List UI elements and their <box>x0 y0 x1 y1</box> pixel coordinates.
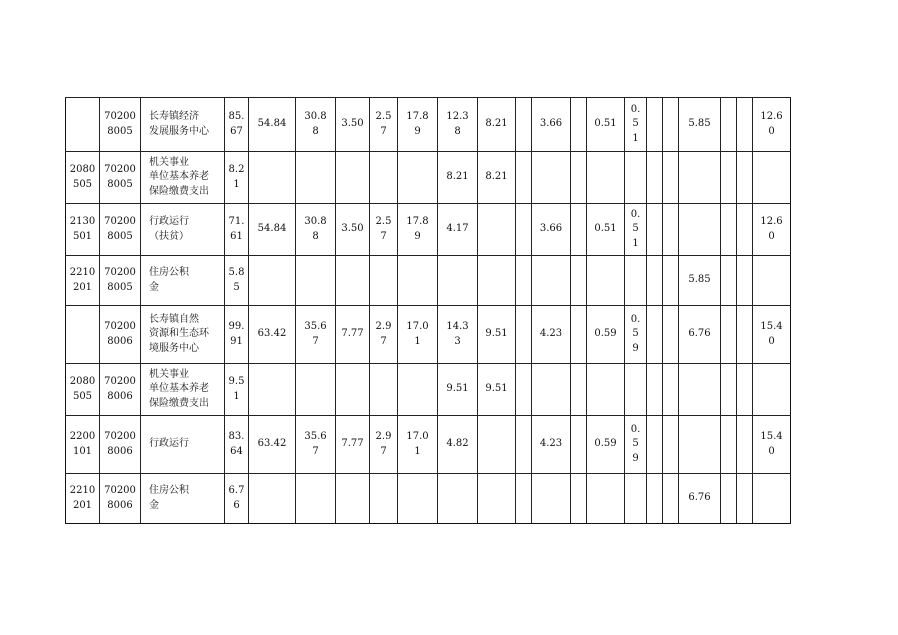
amount-cell <box>587 256 625 306</box>
amount-cell <box>753 416 791 474</box>
amount-cell <box>753 364 791 416</box>
cell-text: 4.17 <box>446 223 469 235</box>
amount-cell <box>625 204 647 256</box>
amount-cell <box>679 98 721 152</box>
amount-cell <box>571 416 587 474</box>
item-name-cell <box>141 256 225 306</box>
amount-cell <box>478 364 516 416</box>
unit-code-cell <box>100 152 141 204</box>
amount-cell <box>370 256 398 306</box>
cell-text: 4.82 <box>446 438 469 450</box>
amount-cell <box>663 416 679 474</box>
cell-text: 30.8 8 <box>304 111 327 137</box>
amount-cell <box>225 474 249 524</box>
amount-cell <box>249 474 296 524</box>
unit-code-cell <box>100 364 141 416</box>
cell-text: 长寿镇经济 发展服务中心 <box>149 111 209 137</box>
cell-text: 9.51 <box>446 383 469 395</box>
amount-cell <box>225 204 249 256</box>
cell-text: 行政运行 <box>149 438 189 450</box>
subject-code-cell <box>66 306 100 364</box>
item-name-cell <box>141 306 225 364</box>
cell-text: 2210 201 <box>69 485 96 511</box>
amount-cell <box>225 152 249 204</box>
cell-text: 17.0 1 <box>406 431 429 457</box>
subject-code-cell <box>66 152 100 204</box>
cell-text: 7.77 <box>341 438 364 450</box>
cell-text: 70200 8006 <box>104 321 136 347</box>
amount-cell <box>753 256 791 306</box>
amount-cell <box>663 152 679 204</box>
cell-text: 70200 8006 <box>104 376 136 402</box>
amount-cell <box>438 416 478 474</box>
subject-code-cell <box>66 474 100 524</box>
unit-code-cell <box>100 416 141 474</box>
cell-text: 2.57 <box>375 111 392 137</box>
amount-cell <box>296 98 336 152</box>
amount-cell <box>249 204 296 256</box>
amount-cell <box>737 152 753 204</box>
amount-cell <box>478 474 516 524</box>
subject-code-cell <box>66 98 100 152</box>
amount-cell <box>296 306 336 364</box>
amount-cell <box>625 364 647 416</box>
unit-code-cell <box>100 306 141 364</box>
cell-text: 2130 501 <box>69 216 96 242</box>
amount-cell <box>336 256 370 306</box>
cell-text: 54.84 <box>257 118 287 130</box>
unit-code-cell <box>100 474 141 524</box>
cell-text: 70200 8005 <box>104 164 136 190</box>
cell-text: 行政运行 （扶贫） <box>149 216 189 242</box>
cell-text: 0.5 9 <box>630 423 641 464</box>
cell-text: 8.21 <box>485 171 508 183</box>
amount-cell <box>753 474 791 524</box>
amount-cell <box>249 98 296 152</box>
cell-text: 70200 8005 <box>104 216 136 242</box>
amount-cell <box>587 306 625 364</box>
cell-text: 3.66 <box>539 223 563 235</box>
cell-text: 6.76 <box>688 328 711 340</box>
amount-cell <box>296 364 336 416</box>
amount-cell <box>753 98 791 152</box>
cell-text: 12.6 0 <box>760 216 783 242</box>
item-name-cell <box>141 416 225 474</box>
cell-text: 长寿镇自然 资源和生态环 境服务中心 <box>149 313 209 354</box>
amount-cell <box>249 152 296 204</box>
cell-text: 63.42 <box>257 438 287 450</box>
amount-cell <box>737 416 753 474</box>
amount-cell <box>478 256 516 306</box>
amount-cell <box>679 306 721 364</box>
amount-cell <box>370 204 398 256</box>
amount-cell <box>225 256 249 306</box>
amount-cell <box>336 416 370 474</box>
cell-text: 35.6 7 <box>304 321 327 347</box>
amount-cell <box>516 98 532 152</box>
amount-cell <box>737 474 753 524</box>
cell-text: 0.59 <box>594 438 617 450</box>
table-row <box>66 474 791 524</box>
amount-cell <box>532 364 571 416</box>
amount-cell <box>571 306 587 364</box>
amount-cell <box>587 474 625 524</box>
cell-text: 30.8 8 <box>304 216 327 242</box>
cell-text: 3.50 <box>341 223 364 235</box>
cell-text: 99. 91 <box>228 321 245 347</box>
item-name-cell <box>141 474 225 524</box>
amount-cell <box>663 306 679 364</box>
amount-cell <box>721 204 737 256</box>
amount-cell <box>571 256 587 306</box>
amount-cell <box>625 98 647 152</box>
cell-text: 0.51 <box>594 118 617 130</box>
table-row <box>66 152 791 204</box>
amount-cell <box>438 204 478 256</box>
amount-cell <box>679 204 721 256</box>
amount-cell <box>438 98 478 152</box>
amount-cell <box>478 152 516 204</box>
amount-cell <box>398 152 438 204</box>
cell-text: 5.8 5 <box>228 267 245 293</box>
cell-text: 9.51 <box>485 383 508 395</box>
amount-cell <box>516 474 532 524</box>
table-row <box>66 416 791 474</box>
amount-cell <box>516 256 532 306</box>
amount-cell <box>625 474 647 524</box>
amount-cell <box>721 416 737 474</box>
subject-code-cell <box>66 256 100 306</box>
amount-cell <box>571 152 587 204</box>
cell-text: 15.4 0 <box>760 431 783 457</box>
cell-text: 8.2 1 <box>228 164 245 190</box>
amount-cell <box>516 306 532 364</box>
amount-cell <box>737 306 753 364</box>
amount-cell <box>721 256 737 306</box>
amount-cell <box>398 306 438 364</box>
amount-cell <box>625 306 647 364</box>
amount-cell <box>296 204 336 256</box>
amount-cell <box>625 416 647 474</box>
cell-text: 2200 101 <box>69 431 96 457</box>
item-name-cell <box>141 204 225 256</box>
item-name-cell <box>141 98 225 152</box>
cell-text: 机关事业 单位基本养老 保险缴费支出 <box>149 368 209 409</box>
amount-cell <box>753 204 791 256</box>
cell-text: 2210 201 <box>69 267 96 293</box>
amount-cell <box>532 474 571 524</box>
cell-text: 17.8 9 <box>406 111 429 137</box>
cell-text: 9.5 1 <box>228 376 245 402</box>
amount-cell <box>721 152 737 204</box>
cell-text: 70200 8006 <box>104 431 136 457</box>
amount-cell <box>647 204 663 256</box>
amount-cell <box>438 364 478 416</box>
amount-cell <box>370 364 398 416</box>
amount-cell <box>571 364 587 416</box>
cell-text: 9.51 <box>485 328 508 340</box>
amount-cell <box>249 256 296 306</box>
amount-cell <box>336 474 370 524</box>
amount-cell <box>370 98 398 152</box>
budget-expenditure-table <box>65 97 791 524</box>
amount-cell <box>737 364 753 416</box>
amount-cell <box>532 98 571 152</box>
amount-cell <box>679 474 721 524</box>
amount-cell <box>647 256 663 306</box>
table-row <box>66 256 791 306</box>
amount-cell <box>370 152 398 204</box>
cell-text: 70200 8006 <box>104 485 136 511</box>
cell-text: 0.5 1 <box>630 103 641 144</box>
table-row <box>66 98 791 152</box>
item-name-cell <box>141 152 225 204</box>
amount-cell <box>370 306 398 364</box>
amount-cell <box>532 416 571 474</box>
cell-text: 70200 8005 <box>104 111 136 137</box>
cell-text: 住房公积 金 <box>149 485 189 511</box>
cell-text: 0.5 9 <box>630 313 641 354</box>
cell-text: 35.6 7 <box>304 431 327 457</box>
cell-text: 12.3 8 <box>446 111 469 137</box>
amount-cell <box>296 416 336 474</box>
amount-cell <box>398 416 438 474</box>
amount-cell <box>438 152 478 204</box>
cell-text: 2080 505 <box>69 164 96 190</box>
amount-cell <box>336 204 370 256</box>
cell-text: 71. 61 <box>228 216 245 242</box>
amount-cell <box>753 152 791 204</box>
amount-cell <box>438 474 478 524</box>
table-row <box>66 306 791 364</box>
amount-cell <box>721 98 737 152</box>
cell-text: 0.51 <box>594 223 617 235</box>
cell-text: 2.57 <box>375 216 392 242</box>
amount-cell <box>478 204 516 256</box>
amount-cell <box>249 306 296 364</box>
amount-cell <box>370 416 398 474</box>
amount-cell <box>336 364 370 416</box>
amount-cell <box>663 364 679 416</box>
amount-cell <box>225 364 249 416</box>
amount-cell <box>370 474 398 524</box>
unit-code-cell <box>100 204 141 256</box>
amount-cell <box>438 306 478 364</box>
amount-cell <box>571 204 587 256</box>
cell-text: 2.97 <box>375 321 392 347</box>
amount-cell <box>516 152 532 204</box>
amount-cell <box>532 152 571 204</box>
subject-code-cell <box>66 204 100 256</box>
amount-cell <box>647 416 663 474</box>
amount-cell <box>679 152 721 204</box>
amount-cell <box>398 204 438 256</box>
amount-cell <box>249 364 296 416</box>
cell-text: 14.3 3 <box>446 321 469 347</box>
amount-cell <box>737 256 753 306</box>
cell-text: 17.0 1 <box>406 321 429 347</box>
cell-text: 2080 505 <box>69 376 96 402</box>
subject-code-cell <box>66 364 100 416</box>
amount-cell <box>663 474 679 524</box>
cell-text: 住房公积 金 <box>149 267 189 293</box>
amount-cell <box>532 306 571 364</box>
cell-text: 0.5 1 <box>630 208 641 249</box>
subject-code-cell <box>66 416 100 474</box>
amount-cell <box>647 152 663 204</box>
amount-cell <box>647 474 663 524</box>
amount-cell <box>587 98 625 152</box>
amount-cell <box>336 152 370 204</box>
amount-cell <box>296 474 336 524</box>
amount-cell <box>398 474 438 524</box>
cell-text: 7.77 <box>341 328 364 340</box>
amount-cell <box>225 98 249 152</box>
amount-cell <box>625 152 647 204</box>
amount-cell <box>663 256 679 306</box>
amount-cell <box>571 98 587 152</box>
amount-cell <box>532 256 571 306</box>
amount-cell <box>478 98 516 152</box>
amount-cell <box>587 416 625 474</box>
amount-cell <box>625 256 647 306</box>
amount-cell <box>249 416 296 474</box>
amount-cell <box>737 204 753 256</box>
cell-text: 83. 64 <box>228 431 245 457</box>
item-name-cell <box>141 364 225 416</box>
amount-cell <box>336 306 370 364</box>
cell-text: 0.59 <box>594 328 617 340</box>
amount-cell <box>336 98 370 152</box>
cell-text: 6.7 6 <box>228 485 245 511</box>
cell-text: 63.42 <box>257 328 287 340</box>
amount-cell <box>647 98 663 152</box>
amount-cell <box>516 204 532 256</box>
table-body <box>66 98 791 524</box>
amount-cell <box>398 98 438 152</box>
amount-cell <box>587 152 625 204</box>
cell-text: 17.8 9 <box>406 216 429 242</box>
amount-cell <box>398 364 438 416</box>
cell-text: 54.84 <box>257 223 287 235</box>
amount-cell <box>721 306 737 364</box>
unit-code-cell <box>100 256 141 306</box>
amount-cell <box>587 204 625 256</box>
amount-cell <box>225 416 249 474</box>
amount-cell <box>296 152 336 204</box>
amount-cell <box>398 256 438 306</box>
cell-text: 85. 67 <box>228 111 245 137</box>
cell-text: 6.76 <box>688 492 711 504</box>
amount-cell <box>438 256 478 306</box>
cell-text: 4.23 <box>539 328 563 340</box>
amount-cell <box>571 474 587 524</box>
amount-cell <box>587 364 625 416</box>
amount-cell <box>296 256 336 306</box>
amount-cell <box>516 364 532 416</box>
cell-text: 4.23 <box>539 438 563 450</box>
table-row <box>66 364 791 416</box>
amount-cell <box>647 306 663 364</box>
amount-cell <box>516 416 532 474</box>
amount-cell <box>663 98 679 152</box>
cell-text: 12.6 0 <box>760 111 783 137</box>
cell-text: 3.66 <box>539 118 563 130</box>
amount-cell <box>647 364 663 416</box>
amount-cell <box>721 474 737 524</box>
amount-cell <box>532 204 571 256</box>
amount-cell <box>753 306 791 364</box>
amount-cell <box>225 306 249 364</box>
cell-text: 70200 8005 <box>104 267 136 293</box>
cell-text: 3.50 <box>341 118 364 130</box>
amount-cell <box>679 416 721 474</box>
cell-text: 15.4 0 <box>760 321 783 347</box>
cell-text: 8.21 <box>446 171 469 183</box>
amount-cell <box>478 306 516 364</box>
amount-cell <box>679 256 721 306</box>
unit-code-cell <box>100 98 141 152</box>
cell-text: 2.97 <box>375 431 392 457</box>
amount-cell <box>679 364 721 416</box>
amount-cell <box>737 98 753 152</box>
cell-text: 机关事业 单位基本养老 保险缴费支出 <box>149 156 209 197</box>
amount-cell <box>663 204 679 256</box>
amount-cell <box>721 364 737 416</box>
cell-text: 8.21 <box>485 118 508 130</box>
table-row <box>66 204 791 256</box>
cell-text: 5.85 <box>688 274 711 286</box>
amount-cell <box>478 416 516 474</box>
cell-text: 5.85 <box>688 118 711 130</box>
